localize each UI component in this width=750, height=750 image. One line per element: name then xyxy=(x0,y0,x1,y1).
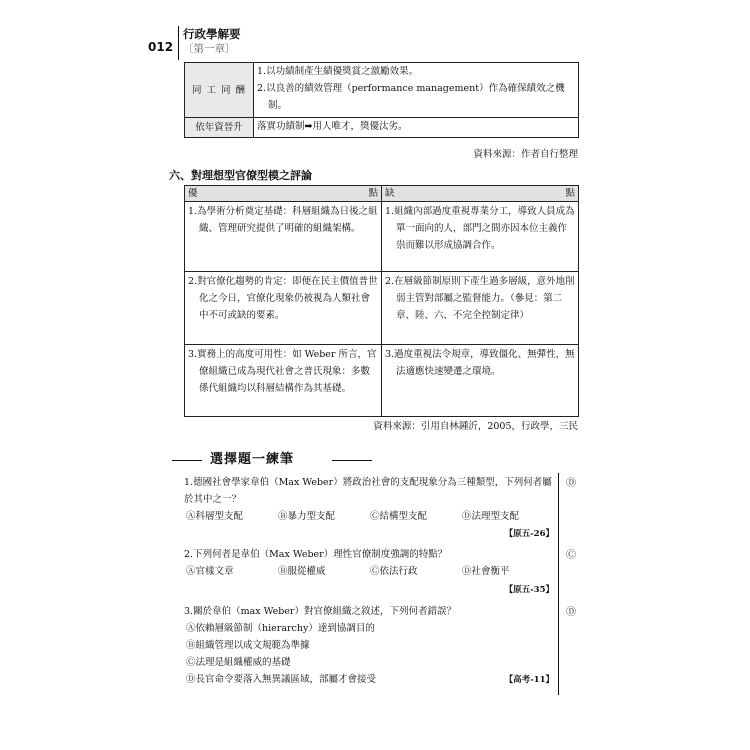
pro-cell xyxy=(185,202,382,272)
heading-rule xyxy=(172,460,202,461)
option: Ⓓ法理型支配 xyxy=(462,511,520,522)
practice-title: 選擇題一練筆 xyxy=(210,452,295,467)
practice-heading xyxy=(172,447,382,471)
option: Ⓒ法理是組織權威的基礎 xyxy=(186,657,291,668)
pro-text: 2.對官僚化趨勢的肯定：即便在民主價值普世化之今日，官僚化現象仍被視為人類社會中不可或缺的要素。 xyxy=(188,276,378,321)
con-text: 2.在層級節制原則下產生過多層級，意外地削弱主管對部屬之監督能力。（參見：第二章、陸、六、不完全控制定律） xyxy=(385,276,575,321)
page-number: 012 xyxy=(148,40,174,54)
option: Ⓑ服從權威 xyxy=(278,566,326,577)
question-3 xyxy=(184,603,554,695)
review-table xyxy=(184,185,579,417)
answer-column-rule xyxy=(558,473,559,695)
table-item: 2.以良善的績效管理（performance management）作為確保績效之機制。 xyxy=(257,83,565,111)
question-tag: 【原五-35】 xyxy=(504,585,554,595)
question-stem: 1.德國社會學家韋伯（Max Weber）將政治社會的支配現象分為三種類型，下列何者屬於其中之一？ xyxy=(184,477,552,505)
pro-cell xyxy=(185,272,382,345)
table-header-row xyxy=(185,186,579,202)
section-title: 六、對理想型官僚型模之評論 xyxy=(169,169,312,182)
pro-cell xyxy=(185,345,382,417)
con-cell xyxy=(382,272,579,345)
header-text: 點 xyxy=(565,188,575,199)
con-cell xyxy=(382,202,579,272)
pros-header xyxy=(185,186,382,202)
question-2 xyxy=(184,546,554,598)
answer: Ⓓ xyxy=(566,478,576,489)
option: Ⓐ依賴層級節制（hierarchy）達到協調目的 xyxy=(186,623,375,634)
options xyxy=(184,508,554,525)
table-key: 依年資晉升 xyxy=(185,118,254,138)
option: Ⓑ組織管理以成文規範為準據 xyxy=(186,640,310,651)
heading-rule xyxy=(332,460,372,461)
table-key: 同 工 同 酬 xyxy=(185,63,254,118)
table-row xyxy=(185,272,579,345)
option: Ⓒ結構型支配 xyxy=(370,511,428,522)
table-row xyxy=(185,345,579,417)
header-text: 缺 xyxy=(385,188,395,199)
pro-text: 1.為學術分析奠定基礎：科層組織為日後之組織、管理研究提供了明確的組織架構。 xyxy=(188,206,378,234)
option: Ⓒ依法行政 xyxy=(370,566,418,577)
table-row xyxy=(185,202,579,272)
header-text: 點 xyxy=(368,188,378,199)
merit-table xyxy=(184,62,579,138)
question-1 xyxy=(184,474,554,542)
options xyxy=(184,563,554,580)
con-text: 1.組織內部過度重視專業分工，導致人員成為單一面向的人，部門之間亦因本位主義作祟而難以形成協調合作。 xyxy=(385,206,575,251)
option: Ⓓ長官命令要落入無異議區域，部屬才會接受 xyxy=(186,674,377,685)
answer: Ⓓ xyxy=(566,607,576,618)
con-text: 3.過度重視法令規章，導致僵化、無彈性，無法適應快速變遷之環境。 xyxy=(385,349,575,377)
option: Ⓑ暴力型支配 xyxy=(278,511,336,522)
answer: Ⓒ xyxy=(566,550,576,561)
source-note: 資料來源：引用自林鍾沂，2005，行政學，三民 xyxy=(373,421,578,432)
question-tag: 【高考-11】 xyxy=(504,675,554,685)
option: Ⓐ科層型支配 xyxy=(186,511,244,522)
table-item: 1.以功績制產生績優獎賞之激勵效果。 xyxy=(257,66,419,77)
header-text: 優 xyxy=(188,188,198,199)
table-cell: 落實功績制➡用人唯才，獎優汰劣。 xyxy=(254,118,579,138)
question-tag: 【原五-26】 xyxy=(504,529,554,539)
header-divider xyxy=(178,26,179,60)
source-note: 資料來源：作者自行整理 xyxy=(473,149,578,160)
cons-header xyxy=(382,186,579,202)
option: Ⓓ社會衡平 xyxy=(462,566,510,577)
question-stem: 2.下列何者是韋伯（Max Weber）理性官僚制度強調的特點？ xyxy=(184,549,448,560)
option: Ⓐ官樣文章 xyxy=(186,566,234,577)
book-title: 行政學解要 xyxy=(183,27,241,41)
question-stem: 3.關於韋伯（max Weber）對官僚組織之敘述，下列何者錯誤？ xyxy=(184,606,456,617)
con-cell xyxy=(382,345,579,417)
chapter-label: 〔第一章〕 xyxy=(183,43,236,55)
pro-text: 3.實務上的高度可用性：如 Weber 所言，官僚組織已成為現代社會之普氏現象：多數係代組織均以科層結構作為其基礎。 xyxy=(188,349,377,394)
table-cell xyxy=(254,63,579,118)
